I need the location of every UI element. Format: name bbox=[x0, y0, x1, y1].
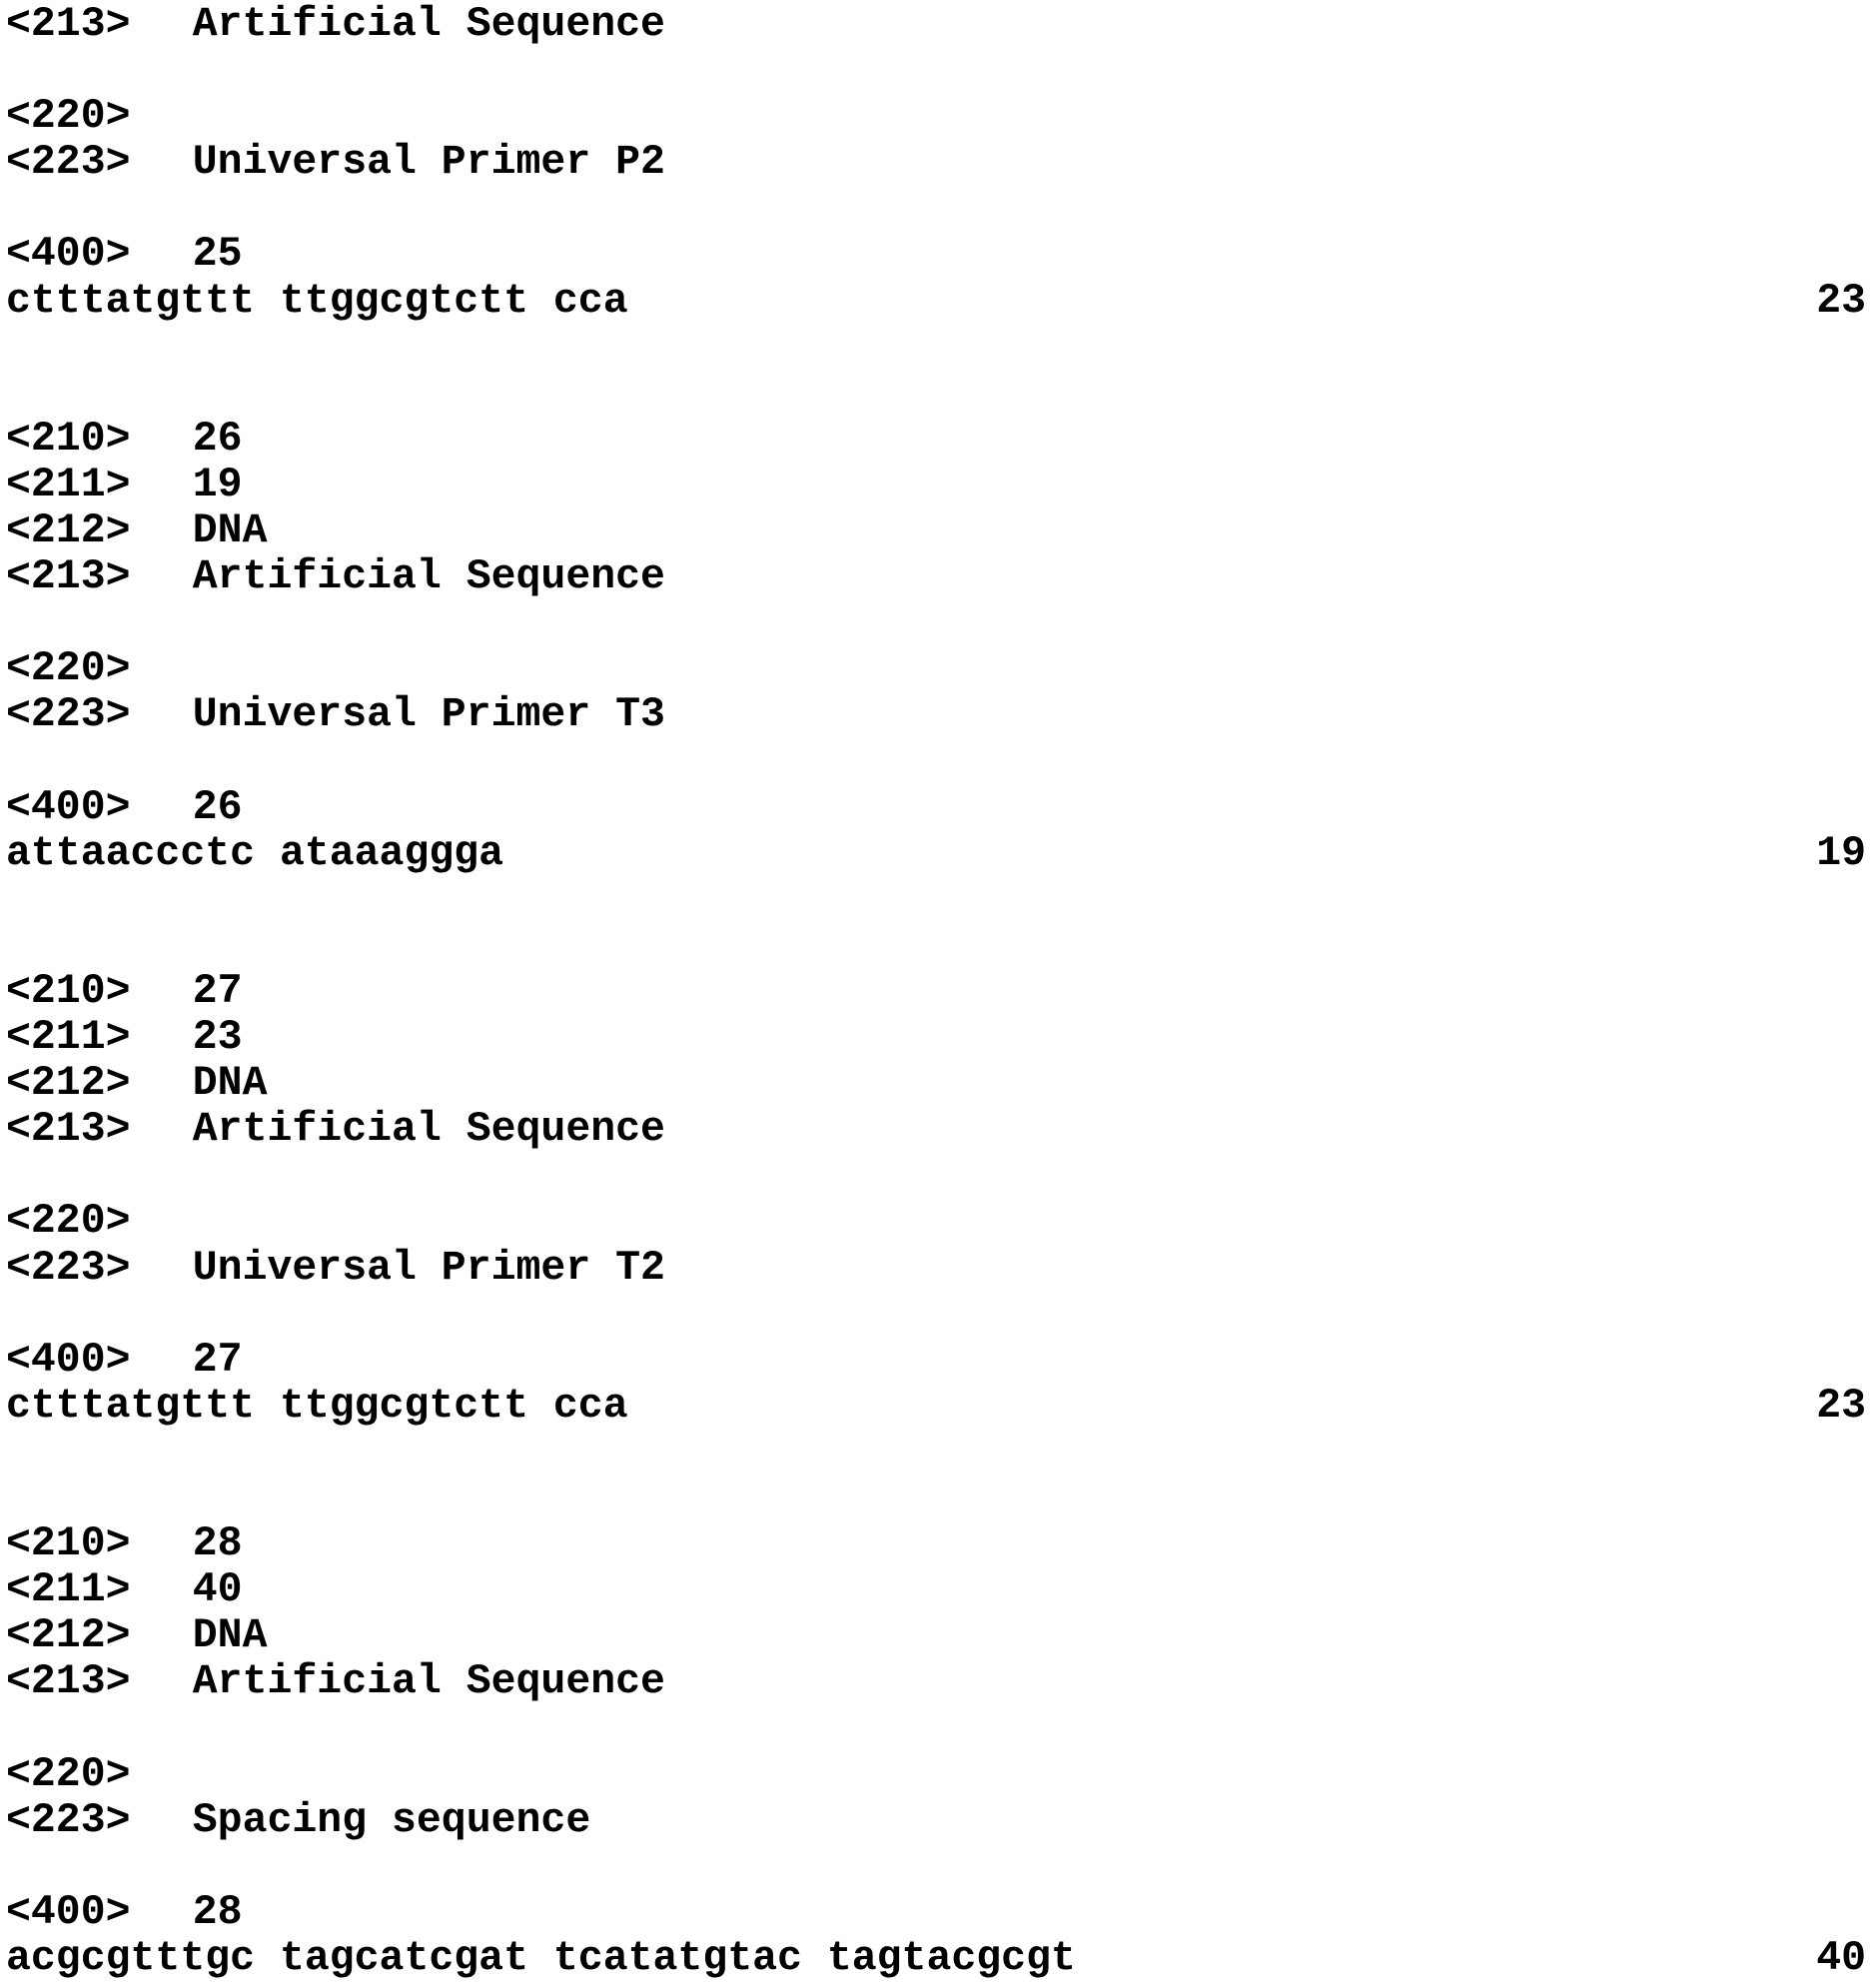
field-line-213 bbox=[6, 1659, 1866, 1705]
field-tag: <400> bbox=[6, 1336, 131, 1384]
field-line-211 bbox=[6, 1015, 1866, 1061]
field-value: 25 bbox=[192, 231, 243, 279]
field-value: Universal Primer T2 bbox=[192, 1244, 665, 1292]
blank-line bbox=[6, 877, 1866, 923]
blank-line bbox=[6, 600, 1866, 646]
field-line-223 bbox=[6, 1798, 1866, 1844]
field-tag: <210> bbox=[6, 1520, 131, 1568]
field-line-220 bbox=[6, 1752, 1866, 1798]
sequence-line bbox=[6, 1384, 1866, 1430]
field-value: Artificial Sequence bbox=[192, 553, 665, 601]
field-value: 19 bbox=[192, 461, 243, 508]
field-line-400 bbox=[6, 785, 1866, 831]
sequence-text: ctttatgttt ttggcgtctt cca bbox=[6, 277, 628, 325]
blank-line bbox=[6, 1292, 1866, 1338]
field-line-213 bbox=[6, 2, 1866, 48]
field-line-220 bbox=[6, 94, 1866, 140]
blank-line bbox=[6, 923, 1866, 969]
field-value: Artificial Sequence bbox=[192, 1, 665, 48]
field-value: Artificial Sequence bbox=[192, 1658, 665, 1706]
field-line-211 bbox=[6, 463, 1866, 508]
blank-line bbox=[6, 1705, 1866, 1751]
field-tag: <210> bbox=[6, 415, 131, 463]
field-tag: <211> bbox=[6, 1014, 131, 1062]
field-value: 27 bbox=[192, 967, 243, 1015]
field-tag: <223> bbox=[6, 139, 131, 187]
field-value: 28 bbox=[192, 1888, 243, 1936]
field-line-220 bbox=[6, 1199, 1866, 1245]
field-line-400 bbox=[6, 1338, 1866, 1384]
blank-line bbox=[6, 371, 1866, 417]
field-tag: <212> bbox=[6, 1612, 131, 1660]
field-tag: <213> bbox=[6, 1658, 131, 1706]
field-line-212 bbox=[6, 1613, 1866, 1659]
field-line-211 bbox=[6, 1567, 1866, 1613]
field-value: 26 bbox=[192, 415, 243, 463]
field-value: 23 bbox=[192, 1014, 243, 1062]
field-line-210 bbox=[6, 417, 1866, 463]
field-tag: <220> bbox=[6, 645, 131, 693]
blank-line bbox=[6, 1430, 1866, 1476]
blank-line bbox=[6, 1476, 1866, 1521]
field-value: Universal Primer T3 bbox=[192, 691, 665, 739]
blank-line bbox=[6, 1153, 1866, 1199]
sequence-line bbox=[6, 1936, 1866, 1982]
sequence-length: 23 bbox=[1816, 1382, 1866, 1430]
field-tag: <213> bbox=[6, 1, 131, 48]
blank-line bbox=[6, 739, 1866, 785]
field-tag: <220> bbox=[6, 1750, 131, 1798]
field-tag: <213> bbox=[6, 553, 131, 601]
field-value: 27 bbox=[192, 1336, 243, 1384]
field-tag: <223> bbox=[6, 1244, 131, 1292]
field-tag: <211> bbox=[6, 461, 131, 508]
field-value: Universal Primer P2 bbox=[192, 139, 665, 187]
field-tag: <210> bbox=[6, 967, 131, 1015]
field-line-400 bbox=[6, 1890, 1866, 1936]
field-line-223 bbox=[6, 692, 1866, 738]
blank-line bbox=[6, 186, 1866, 232]
field-line-213 bbox=[6, 1107, 1866, 1153]
field-line-220 bbox=[6, 646, 1866, 692]
field-line-212 bbox=[6, 1061, 1866, 1107]
field-value: 26 bbox=[192, 783, 243, 831]
field-line-210 bbox=[6, 969, 1866, 1015]
field-tag: <212> bbox=[6, 1060, 131, 1108]
sequence-line bbox=[6, 831, 1866, 877]
field-value: 40 bbox=[192, 1566, 243, 1614]
field-line-213 bbox=[6, 554, 1866, 600]
sequence-text: attaaccctc ataaaggga bbox=[6, 829, 504, 877]
field-value: DNA bbox=[192, 507, 268, 555]
field-value: DNA bbox=[192, 1612, 268, 1660]
field-tag: <400> bbox=[6, 1888, 131, 1936]
field-tag: <220> bbox=[6, 1198, 131, 1246]
field-tag: <213> bbox=[6, 1106, 131, 1154]
sequence-length: 23 bbox=[1816, 277, 1866, 325]
field-tag: <220> bbox=[6, 93, 131, 141]
field-line-212 bbox=[6, 508, 1866, 554]
sequence-line bbox=[6, 279, 1866, 325]
field-line-223 bbox=[6, 140, 1866, 186]
field-value: Spacing sequence bbox=[192, 1796, 591, 1844]
sequence-length: 19 bbox=[1816, 829, 1866, 877]
field-line-210 bbox=[6, 1521, 1866, 1567]
field-value: DNA bbox=[192, 1060, 268, 1108]
sequence-length: 40 bbox=[1816, 1934, 1866, 1982]
sequence-text: acgcgtttgc tagcatcgat tcatatgtac tagtacgcgt bbox=[6, 1934, 1076, 1982]
field-tag: <400> bbox=[6, 783, 131, 831]
blank-line bbox=[6, 1844, 1866, 1890]
field-tag: <400> bbox=[6, 231, 131, 279]
field-line-223 bbox=[6, 1246, 1866, 1292]
field-tag: <211> bbox=[6, 1566, 131, 1614]
field-value: Artificial Sequence bbox=[192, 1106, 665, 1154]
field-tag: <223> bbox=[6, 1796, 131, 1844]
blank-line bbox=[6, 325, 1866, 371]
blank-line bbox=[6, 48, 1866, 94]
field-line-400 bbox=[6, 232, 1866, 278]
field-tag: <212> bbox=[6, 507, 131, 555]
field-tag: <223> bbox=[6, 691, 131, 739]
sequence-text: ctttatgttt ttggcgtctt cca bbox=[6, 1382, 628, 1430]
field-value: 28 bbox=[192, 1520, 243, 1568]
